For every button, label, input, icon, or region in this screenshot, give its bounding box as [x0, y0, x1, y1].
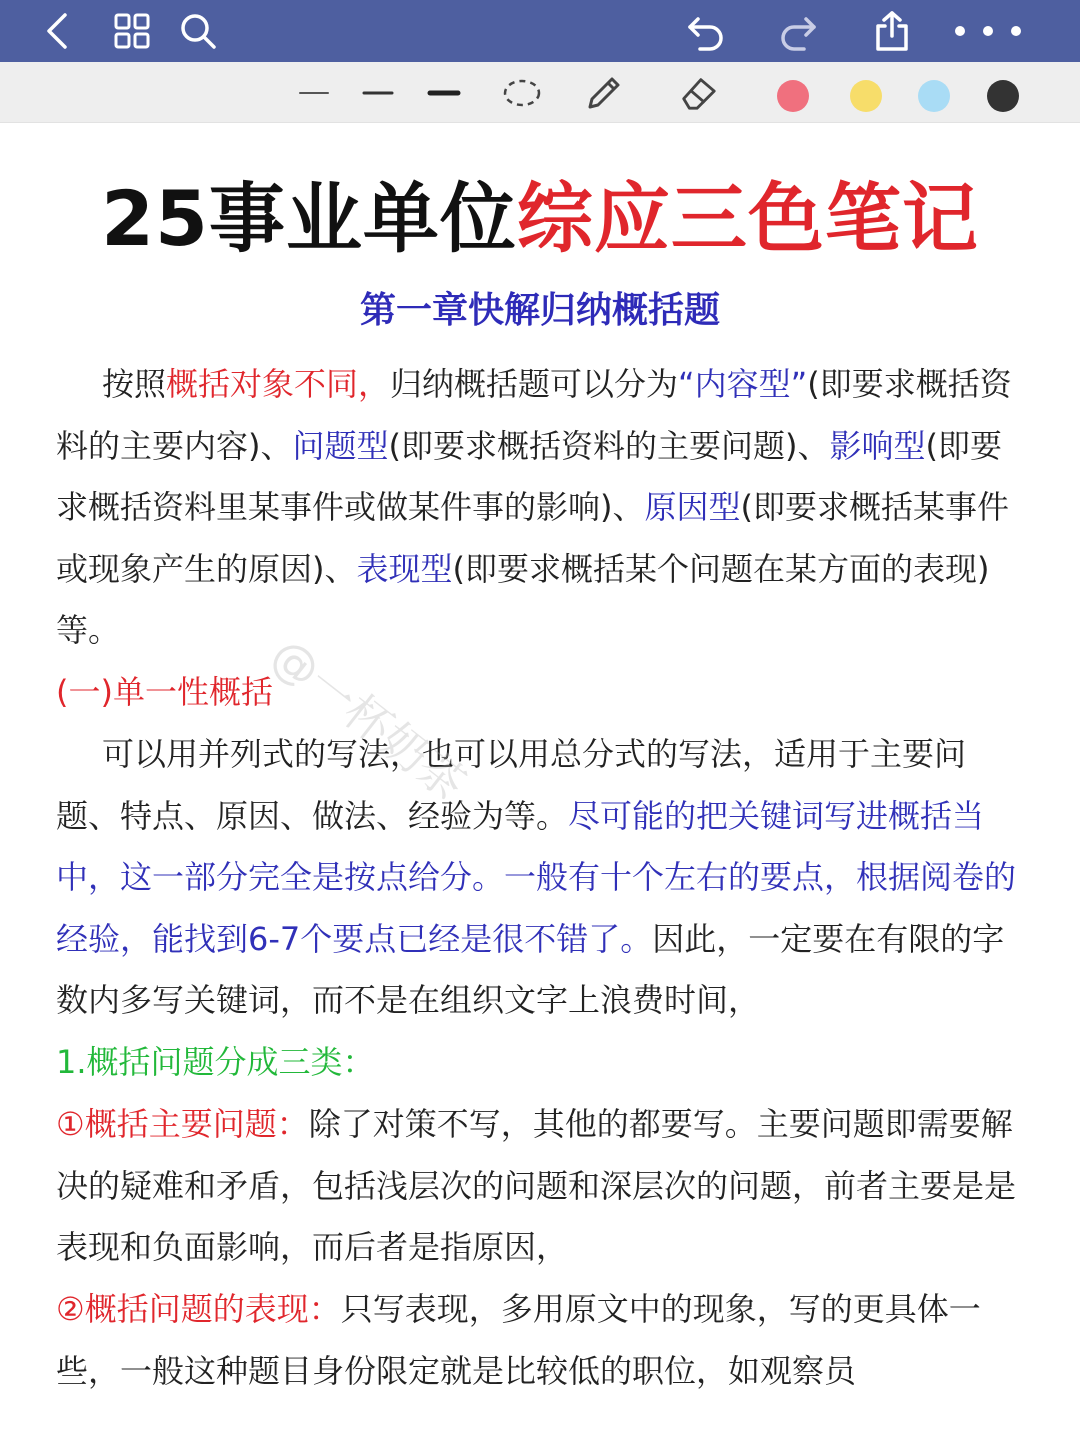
item1-text: 除了对策不写，其他的都要写。主要问题即需要解决的疑难和矛盾，包括浅层次的问题和深层次的问题，前者主要是是表现和负面影响，而后者是指原因，	[56, 1105, 1017, 1266]
p1-text: (即要求概括资料的主要问题)、	[388, 426, 830, 465]
item1-label: ①概括主要问题：	[56, 1105, 309, 1143]
undo-icon[interactable]	[684, 9, 728, 53]
p1-text: (即要求概括某事件或现象产生的原因)、	[56, 488, 1010, 588]
p1-highlight-red: 概括对象不同，	[166, 365, 391, 403]
title-red-part: 综应三色笔记	[516, 174, 979, 263]
eraser-icon[interactable]	[678, 76, 718, 110]
item-problem-manifestation	[56, 1279, 1026, 1402]
more-icon[interactable]	[950, 9, 1026, 53]
p1-text: (即要求概括资料的主要内容)、	[56, 365, 1012, 465]
grid-icon[interactable]	[110, 9, 154, 53]
section-heading-single: (一)单一性概括	[56, 673, 273, 711]
chapter-subtitle: 第一章快解归纳概括题	[359, 290, 720, 331]
thin-line-icon[interactable]	[294, 76, 334, 110]
single-summary-paragraph	[56, 724, 1026, 1032]
p1-type-manifestation: 表现型	[356, 549, 453, 588]
pencil-icon[interactable]	[584, 76, 624, 110]
share-icon[interactable]	[870, 9, 914, 53]
thick-line-icon[interactable]	[424, 76, 464, 110]
note-page	[0, 122, 1080, 1440]
page-title	[0, 174, 1080, 264]
p2-text: 可以用并列式的写法，也可以用总分式的写法，适用于主要问题、特点、原因、做法、经验为等。	[56, 735, 967, 835]
p1-type-problem: 问题型	[292, 426, 389, 465]
pen-color-red[interactable]	[777, 80, 809, 112]
p1-type-content: “内容型”	[678, 365, 808, 403]
medium-line-icon[interactable]	[358, 76, 398, 110]
item-main-problem	[56, 1094, 1026, 1279]
p1-type-cause: 原因型	[644, 488, 741, 526]
pen-color-yellow[interactable]	[850, 80, 882, 112]
top-nav-bar	[0, 0, 1080, 62]
p1-text: (即要求概括资料里某事件或做某件事的影响)、	[56, 426, 1003, 526]
p2-text: 因此，一定要在有限的字数内多写关键词，而不是在组织文字上浪费时间，	[56, 919, 1005, 1019]
p1-type-impact: 影响型	[829, 426, 926, 465]
title-black-part: 25事业单位	[101, 174, 517, 263]
lasso-icon[interactable]	[502, 76, 542, 110]
redo-icon[interactable]	[776, 9, 820, 53]
watermark: @一杯奶茶	[261, 627, 476, 812]
search-icon[interactable]	[176, 9, 220, 53]
p1-text: 按照	[102, 365, 167, 403]
p2-highlight-blue: 尽可能的把关键词写进概括当中，这一部分完全是按点给分。一般有十个左右的要点，根据阅卷的经验，能找到6-7个要点已经是很不错了。	[56, 796, 1017, 958]
p1-text: (即要求概括某个问题在某方面的表现)等。	[56, 549, 990, 649]
item2-text: 只写表现，多用原文中的现象，写的更具体一些，一般这种题目身份限定就是比较低的职位，如观察员	[56, 1290, 981, 1390]
pen-color-lightblue[interactable]	[918, 80, 950, 112]
pen-color-black[interactable]	[987, 80, 1019, 112]
p1-text: 归纳概括题可以分为	[390, 365, 679, 403]
intro-paragraph	[56, 354, 1026, 662]
back-icon[interactable]	[36, 9, 80, 53]
item2-label: ②概括问题的表现：	[56, 1290, 341, 1328]
subheading-three-types: 1.概括问题分成三类：	[56, 1043, 375, 1081]
